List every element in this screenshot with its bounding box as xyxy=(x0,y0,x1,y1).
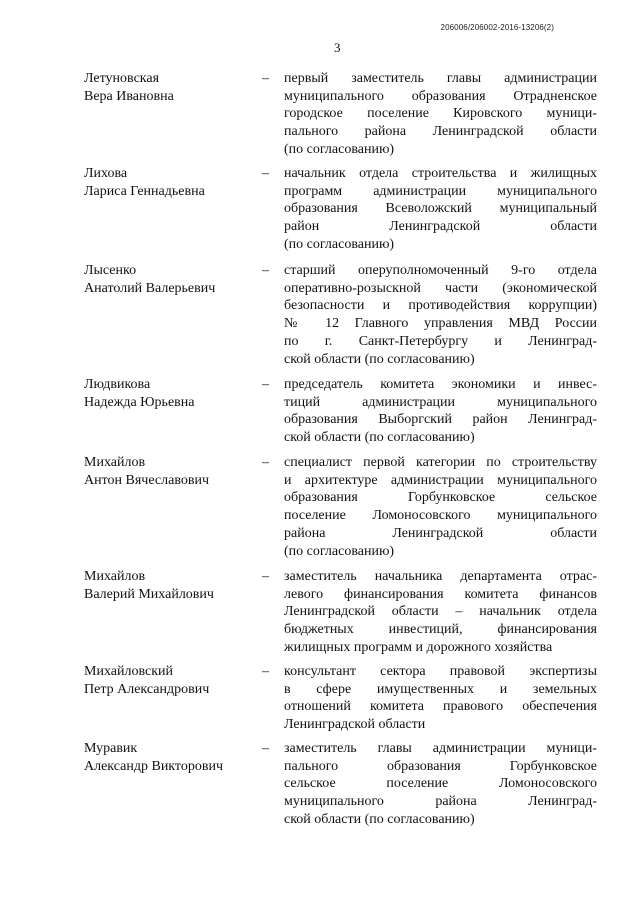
given-names: Валерий Михайлович xyxy=(84,586,214,602)
position-line: Ленинградской области xyxy=(284,717,426,733)
position-line: городское поселение Кировского муници- xyxy=(284,106,597,122)
position-line: пального образования Горбунковское xyxy=(284,758,597,774)
position-line: специалист первой категории по строительству xyxy=(284,455,597,470)
list-item xyxy=(84,376,599,454)
position-line: и архитектуре администрации муниципального xyxy=(284,472,597,488)
surname: Михайлов xyxy=(84,569,146,584)
position-line: района Ленинградской области xyxy=(284,525,597,541)
position-description xyxy=(284,70,597,159)
given-names: Вера Ивановна xyxy=(84,88,174,104)
given-names: Антон Вячеславович xyxy=(84,472,209,488)
given-names: Анатолий Валерьевич xyxy=(84,280,216,296)
surname: Людвикова xyxy=(84,377,151,392)
surname: Михайлов xyxy=(84,455,146,470)
position-line: председатель комитета экономики и инвес- xyxy=(284,377,597,392)
dash-separator: – xyxy=(262,569,269,584)
position-description xyxy=(284,568,597,657)
position-line: начальник отдела строительства и жилищных xyxy=(284,166,597,181)
surname: Лысенко xyxy=(84,263,137,278)
list-item xyxy=(84,663,599,740)
position-line: консультант сектора правовой экспертизы xyxy=(284,664,597,679)
position-line: безопасности и противодействия коррупции) xyxy=(284,298,597,314)
position-description xyxy=(284,262,597,368)
position-line: тиций администрации муниципального xyxy=(284,394,597,410)
position-line: ской области (по согласованию) xyxy=(284,811,475,827)
position-line: заместитель главы администрации муници- xyxy=(284,741,597,756)
surname: Михайловский xyxy=(84,664,173,679)
list-item xyxy=(84,454,599,568)
position-description xyxy=(284,376,597,447)
surname: Муравик xyxy=(84,741,138,756)
position-line: образования Всеволожский муниципальный xyxy=(284,201,597,217)
person-name xyxy=(84,663,262,698)
given-names: Надежда Юрьевна xyxy=(84,394,195,410)
person-name xyxy=(84,376,262,411)
person-name xyxy=(84,165,262,200)
list-item xyxy=(84,568,599,663)
position-line: (по согласованию) xyxy=(284,543,395,559)
position-line: муниципального района Ленинград- xyxy=(284,794,597,810)
position-description xyxy=(284,454,597,560)
position-line: программ администрации муниципального xyxy=(284,183,597,199)
list-item xyxy=(84,165,599,262)
document-id: 206006/206002-2016-13206(2) xyxy=(440,23,554,32)
members-list xyxy=(84,70,599,836)
position-line: бюджетных инвестиций, финансирования xyxy=(284,622,597,638)
person-name xyxy=(84,740,262,775)
position-line: № 12 Главного управления МВД России xyxy=(284,316,597,332)
dash-separator: – xyxy=(262,71,269,86)
position-line: по г. Санкт-Петербургу и Ленинград- xyxy=(284,333,597,349)
list-item xyxy=(84,262,599,376)
person-name xyxy=(84,70,262,105)
person-name xyxy=(84,262,262,297)
position-line: образования Выборгский район Ленинград- xyxy=(284,412,597,428)
dash-separator: – xyxy=(262,741,269,756)
position-line: образования Горбунковское сельское xyxy=(284,490,597,506)
dash-separator: – xyxy=(262,664,269,679)
surname: Лихова xyxy=(84,166,128,181)
position-line: в сфере имущественных и земельных xyxy=(284,681,597,697)
dash-separator: – xyxy=(262,263,269,278)
position-line: муниципального образования Отрадненское xyxy=(284,88,597,104)
position-line: сельское поселение Ломоносовского xyxy=(284,776,597,792)
position-line: левого финансирования комитета финансов xyxy=(284,586,597,602)
position-line: старший оперуполномоченный 9-го отдела xyxy=(284,263,597,278)
page-number: 3 xyxy=(334,40,341,55)
position-line: оперативно-розыскной части (экономической xyxy=(284,280,597,296)
position-line: жилищных программ и дорожного хозяйства xyxy=(284,639,553,655)
person-name xyxy=(84,568,262,603)
position-line: первый заместитель главы администрации xyxy=(284,71,597,86)
dash-separator: – xyxy=(262,455,269,470)
position-description xyxy=(284,663,597,734)
position-line: (по согласованию) xyxy=(284,236,395,252)
list-item xyxy=(84,70,599,165)
position-description xyxy=(284,740,597,829)
position-line: ской области (по согласованию) xyxy=(284,351,475,367)
person-name xyxy=(84,454,262,489)
position-line: Ленинградской области – начальник отдела xyxy=(284,604,597,620)
surname: Летуновская xyxy=(84,71,160,86)
position-line: пального района Ленинградской области xyxy=(284,124,597,140)
list-item xyxy=(84,740,599,836)
position-line: ской области (по согласованию) xyxy=(284,430,475,446)
position-line: отношений комитета правового обеспечения xyxy=(284,699,597,715)
given-names: Петр Александрович xyxy=(84,681,210,697)
position-description xyxy=(284,165,597,254)
position-line: заместитель начальника департамента отрас- xyxy=(284,569,597,584)
dash-separator: – xyxy=(262,166,269,181)
given-names: Александр Викторович xyxy=(84,758,224,774)
given-names: Лариса Геннадьевна xyxy=(84,183,205,199)
dash-separator: – xyxy=(262,377,269,392)
position-line: (по согласованию) xyxy=(284,141,395,157)
position-line: поселение Ломоносовского муниципального xyxy=(284,508,597,524)
position-line: район Ленинградской области xyxy=(284,219,597,235)
